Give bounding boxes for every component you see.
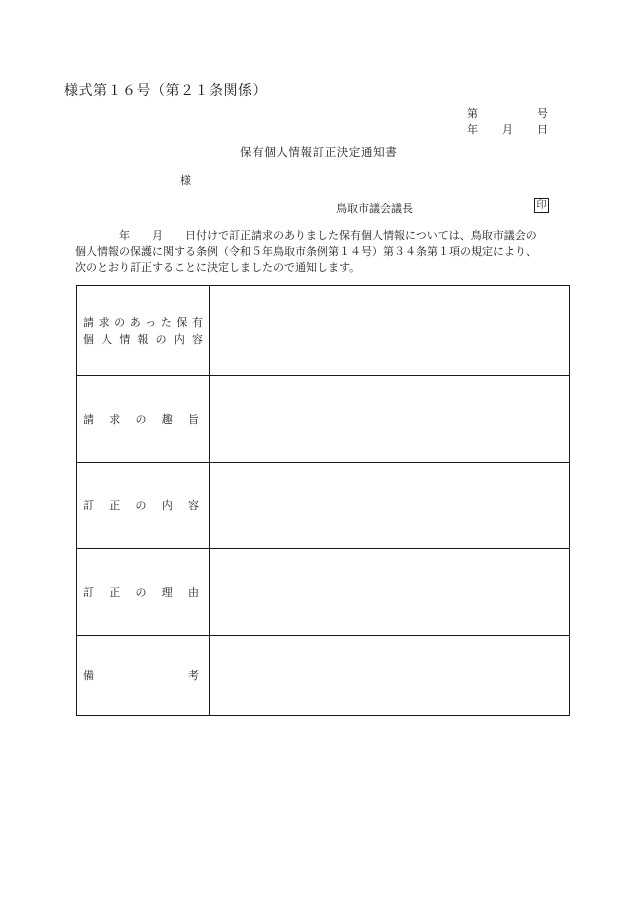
- table-row-requested-info: [77, 286, 570, 376]
- label-correction-reason: 訂 正 の 理 由: [77, 549, 210, 636]
- value-request-purpose[interactable]: [210, 376, 570, 463]
- date-year-label: 年: [467, 123, 478, 136]
- date-month-label: 月: [502, 123, 513, 136]
- value-correction-reason[interactable]: [210, 549, 570, 636]
- reference-number-prefix: 第: [467, 107, 478, 120]
- body-line-1-text: 日付けで訂正請求のありました保有個人情報については、鳥取市議会の: [185, 229, 537, 242]
- table-row-correction-reason: [77, 549, 570, 636]
- value-remarks[interactable]: [210, 636, 570, 716]
- date-day-label: 日: [537, 123, 548, 136]
- form-table: [76, 285, 570, 716]
- body-year: 年: [119, 229, 130, 242]
- body-month: 月: [152, 229, 163, 242]
- label-request-purpose: 請 求 の 趣 旨: [77, 376, 210, 463]
- notice-body: [75, 228, 571, 276]
- table-row-request-purpose: [77, 376, 570, 463]
- seal-icon: 印: [534, 198, 549, 213]
- body-line-3: 次のとおり訂正することに決定しましたので通知します。: [75, 261, 361, 274]
- body-line-2: 個人情報の保護に関する条例（令和５年鳥取市条例第１４号）第３４条第１項の規定により、: [75, 245, 537, 258]
- table-row-correction-content: [77, 463, 570, 549]
- label-requested-info-line-2: 個 人 情 報 の 内 容: [83, 332, 203, 346]
- reference-number-suffix: 号: [537, 107, 548, 120]
- form-number: 様式第１６号（第２１条関係）: [64, 83, 267, 99]
- label-remarks: 備 考: [77, 636, 210, 716]
- document-title: 保有個人情報訂正決定通知書: [240, 145, 398, 159]
- label-requested-info-line-1: 請 求 の あ っ た 保 有: [83, 315, 203, 329]
- body-line-1: [75, 228, 571, 244]
- label-correction-content: 訂 正 の 内 容: [77, 463, 210, 549]
- table-row-remarks: [77, 636, 570, 716]
- recipient-suffix: 様: [180, 174, 191, 187]
- label-requested-info: [77, 286, 210, 376]
- sender-title: 鳥取市議会議長: [336, 202, 413, 215]
- value-requested-info[interactable]: [210, 286, 570, 376]
- value-correction-content[interactable]: [210, 463, 570, 549]
